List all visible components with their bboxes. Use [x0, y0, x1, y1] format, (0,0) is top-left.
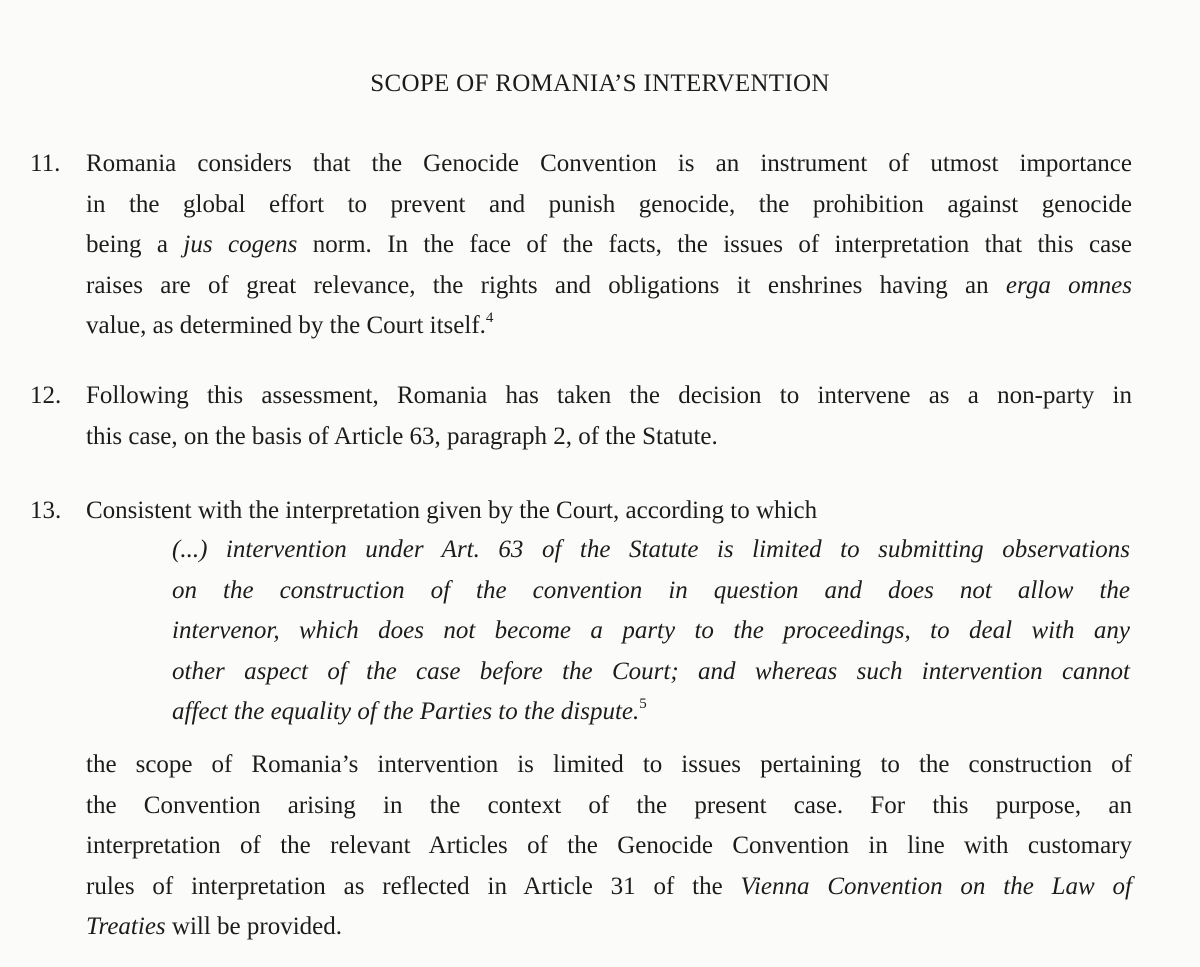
block-quote: [172, 530, 1130, 733]
text-run: raises are of great relevance, the rights and obligations it enshrines having an: [86, 271, 1006, 299]
text-line: the Convention arising in the context of the present case. For this purpose, an: [86, 791, 1132, 819]
text-line: Romania considers that the Genocide Convention is an instrument of utmost importance: [86, 150, 1132, 177]
quote-line: other aspect of the case before the Court; and whereas such intervention cannot: [172, 657, 1130, 685]
latin-term: jus cogens: [183, 231, 298, 258]
text-line: this case, on the basis of Article 63, paragraph 2, of the Statute.: [86, 422, 718, 450]
latin-term: erga omnes: [1005, 271, 1133, 299]
paragraph-body: [86, 144, 1132, 347]
paragraph-13: [30, 491, 1132, 532]
quote-line: intervenor, which does not become a party to the proceedings, to deal with any: [172, 617, 1130, 644]
paragraph-11: [30, 144, 1132, 347]
paragraph-12: [30, 376, 1132, 457]
treaty-title: Vienna Convention on the Law of: [740, 872, 1132, 900]
text-line: [86, 225, 1132, 266]
text-run: being a: [86, 231, 184, 258]
paragraph-13-continuation: [86, 745, 1132, 948]
text-line: [86, 907, 1132, 948]
paragraph-number: 13.: [30, 497, 62, 524]
treaty-title: Treaties: [86, 913, 166, 940]
text-line: Consistent with the interpretation given by the Court, according to which: [86, 497, 818, 524]
text-run: norm. In the face of the facts, the issues of interpretation that this case: [297, 231, 1132, 258]
footnote-marker: 4: [485, 310, 494, 326]
text-line: [86, 266, 1132, 307]
paragraph-body: [86, 491, 1132, 532]
quote-line: (...) intervention under Art. 63 of the Statute is limited to submitting observations: [172, 536, 1130, 563]
text-line: in the global effort to prevent and punish genocide, the prohibition against genocide: [86, 190, 1132, 218]
text-line: the scope of Romania’s intervention is limited to issues pertaining to the construction of: [86, 751, 1132, 778]
quote-line: [172, 692, 1130, 733]
section-heading: SCOPE OF ROMANIA’S INTERVENTION: [370, 70, 830, 97]
footnote-marker: 5: [639, 696, 647, 712]
paragraph-number: 12.: [30, 382, 62, 409]
text-run: will be provided.: [165, 913, 342, 940]
quote-line: on the construction of the convention in question and does not allow the: [172, 576, 1130, 604]
paragraph-number: 11.: [30, 150, 61, 177]
text-line: [86, 867, 1132, 908]
text-run: affect the equality of the Parties to the dispute.: [172, 698, 640, 725]
text-run: rules of interpretation as reflected in Article 31 of the: [86, 872, 741, 900]
text-line: interpretation of the relevant Articles of the Genocide Convention in line with customary: [86, 832, 1132, 859]
text-line: Following this assessment, Romania has taken the decision to intervene as a non-party in: [86, 382, 1132, 409]
text-line: [86, 306, 1132, 347]
paragraph-body: [86, 376, 1132, 457]
text-run: value, as determined by the Court itself.: [86, 312, 486, 339]
